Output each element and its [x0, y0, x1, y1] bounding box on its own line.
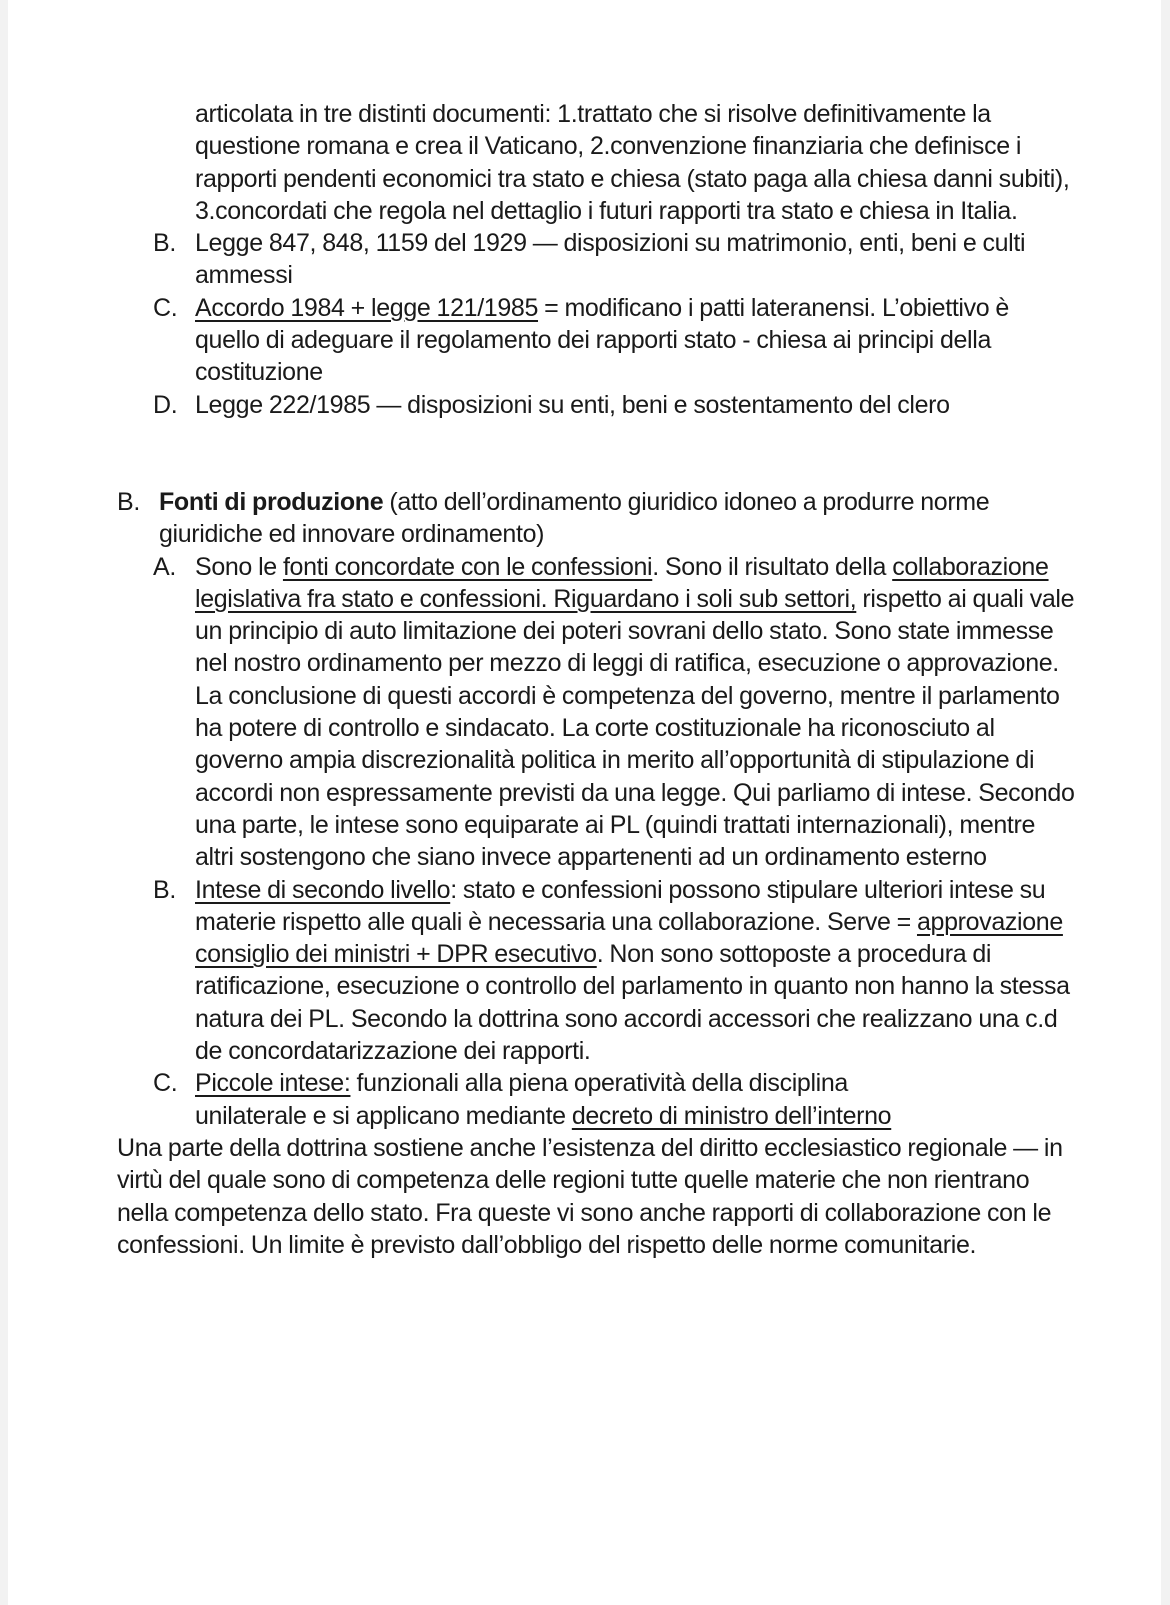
list-marker: B.	[117, 487, 140, 516]
text-segment: unilaterale e si applicano mediante	[195, 1101, 572, 1130]
text-segment: funzionali alla piena operatività della disciplina	[350, 1069, 848, 1098]
section-title: Fonti di produzione	[159, 487, 384, 516]
list-item-d-legge-222	[117, 389, 1077, 421]
list-marker: B.	[153, 229, 176, 258]
list-marker: A.	[153, 552, 176, 581]
list-marker: C.	[153, 293, 178, 322]
paragraph-text: Una parte della dottrina sostiene anche l’esistenza del diritto ecclesiastico regionale — in virtù del quale sono di competenza delle regioni tutte quelle materie che non rientrano nella competenza dello stato. Fra queste vi sono anche rapporti di collaborazione con le confessioni. Un limite è previsto dall’obbligo del rispetto delle norme comunitarie.	[117, 1133, 1063, 1259]
list-item-c-accordo-1984	[117, 292, 1077, 389]
underlined-phrase: fonti concordate con le confessioni	[282, 552, 653, 581]
text-segment: rispetto ai quali vale un principio di auto limitazione dei poteri sovrani dello stato. Sono state immesse nel nostro ordinamento per mezzo di leggi di ratifica, esecuzione o approvazione. La conclusione di questi accordi è competenza del governo, mentre il parlamento ha potere di controllo e sindacato. La corte costituzionale ha riconosciuto al governo ampia discrezionalità politica in merito all’opportunità di stipulazione di accordi non espressamente previsti da una legge. Qui parliamo di intese. Secondo una parte, le intese sono equiparate ai PL (quindi trattati internazionali), mentre altri sostengono che siano invece appartenenti ad un ordinamento esterno	[195, 584, 1075, 872]
underlined-phrase: Accordo 1984 + legge 121/1985	[195, 293, 539, 322]
underlined-phrase: collaborazione legislativa fra stato e confessioni. Riguardano i soli sub settori,	[195, 552, 1049, 613]
closing-paragraph	[117, 1132, 1077, 1261]
text-segment: . Sono il risultato della	[652, 552, 893, 581]
list-marker: B.	[153, 875, 176, 904]
list-item-b-legge-1929	[117, 227, 1077, 292]
intro-continuation-text: articolata in tre distinti documenti: 1.trattato che si risolve definitivamente la questione romana e crea il Vaticano, 2.convenzione finanziaria che definisce i rapporti pendenti economici tra stato e chiesa (stato paga alla chiesa danni subiti), 3.concordati che regola nel dettaglio i futuri rapporti tra stato e chiesa in Italia.	[195, 100, 1070, 225]
section-spacer	[117, 421, 1077, 486]
text-segment: . Non sono sottoposte a procedura di ratificazione, esecuzione o controllo del parlamento in quanto non hanno la stessa natura dei PL. Secondo la dottrina sono accordi accessori che realizzano una c.d de concordatarizzazione dei rapporti.	[195, 940, 1070, 1066]
list-item-c-piccole-intese	[117, 1067, 1077, 1132]
list-item-text: = modificano i patti lateranensi. L’obiettivo è quello di adeguare il regolamento dei rapporti stato - chiesa ai principi della costituzione	[195, 293, 1009, 387]
list-marker: C.	[153, 1069, 178, 1098]
underlined-phrase: Piccole intese:	[195, 1069, 351, 1098]
list-item-b-intese-secondo-livello	[117, 874, 1077, 1068]
list-item-a-fonti-concordate	[117, 551, 1077, 874]
list-item-continuation	[117, 98, 1077, 227]
document-body	[117, 98, 1077, 1261]
underlined-phrase: Intese di secondo livello	[195, 875, 451, 904]
underlined-phrase: decreto di ministro dell’interno	[571, 1101, 892, 1130]
section-subtitle: (atto dell’ordinamento giuridico idoneo a produrre norme giuridiche ed innovare ordinamento)	[159, 487, 990, 549]
underlined-phrase: approvazione consiglio dei ministri + DPR esecutivo	[195, 907, 1063, 969]
text-segment: : stato e confessioni possono stipulare ulteriori intese su materie rispetto alle quali è necessaria una collaborazione. Serve =	[195, 875, 1046, 936]
list-marker: D.	[153, 390, 178, 419]
text-segment: Sono le	[195, 552, 283, 581]
list-item-text: Legge 847, 848, 1159 del 1929 — disposizioni su matrimonio, enti, beni e culti ammessi	[195, 229, 1026, 290]
document-page	[8, 0, 1161, 1605]
list-item-text: Legge 222/1985 — disposizioni su enti, beni e sostentamento del clero	[195, 390, 950, 419]
section-b-heading	[117, 486, 1077, 551]
